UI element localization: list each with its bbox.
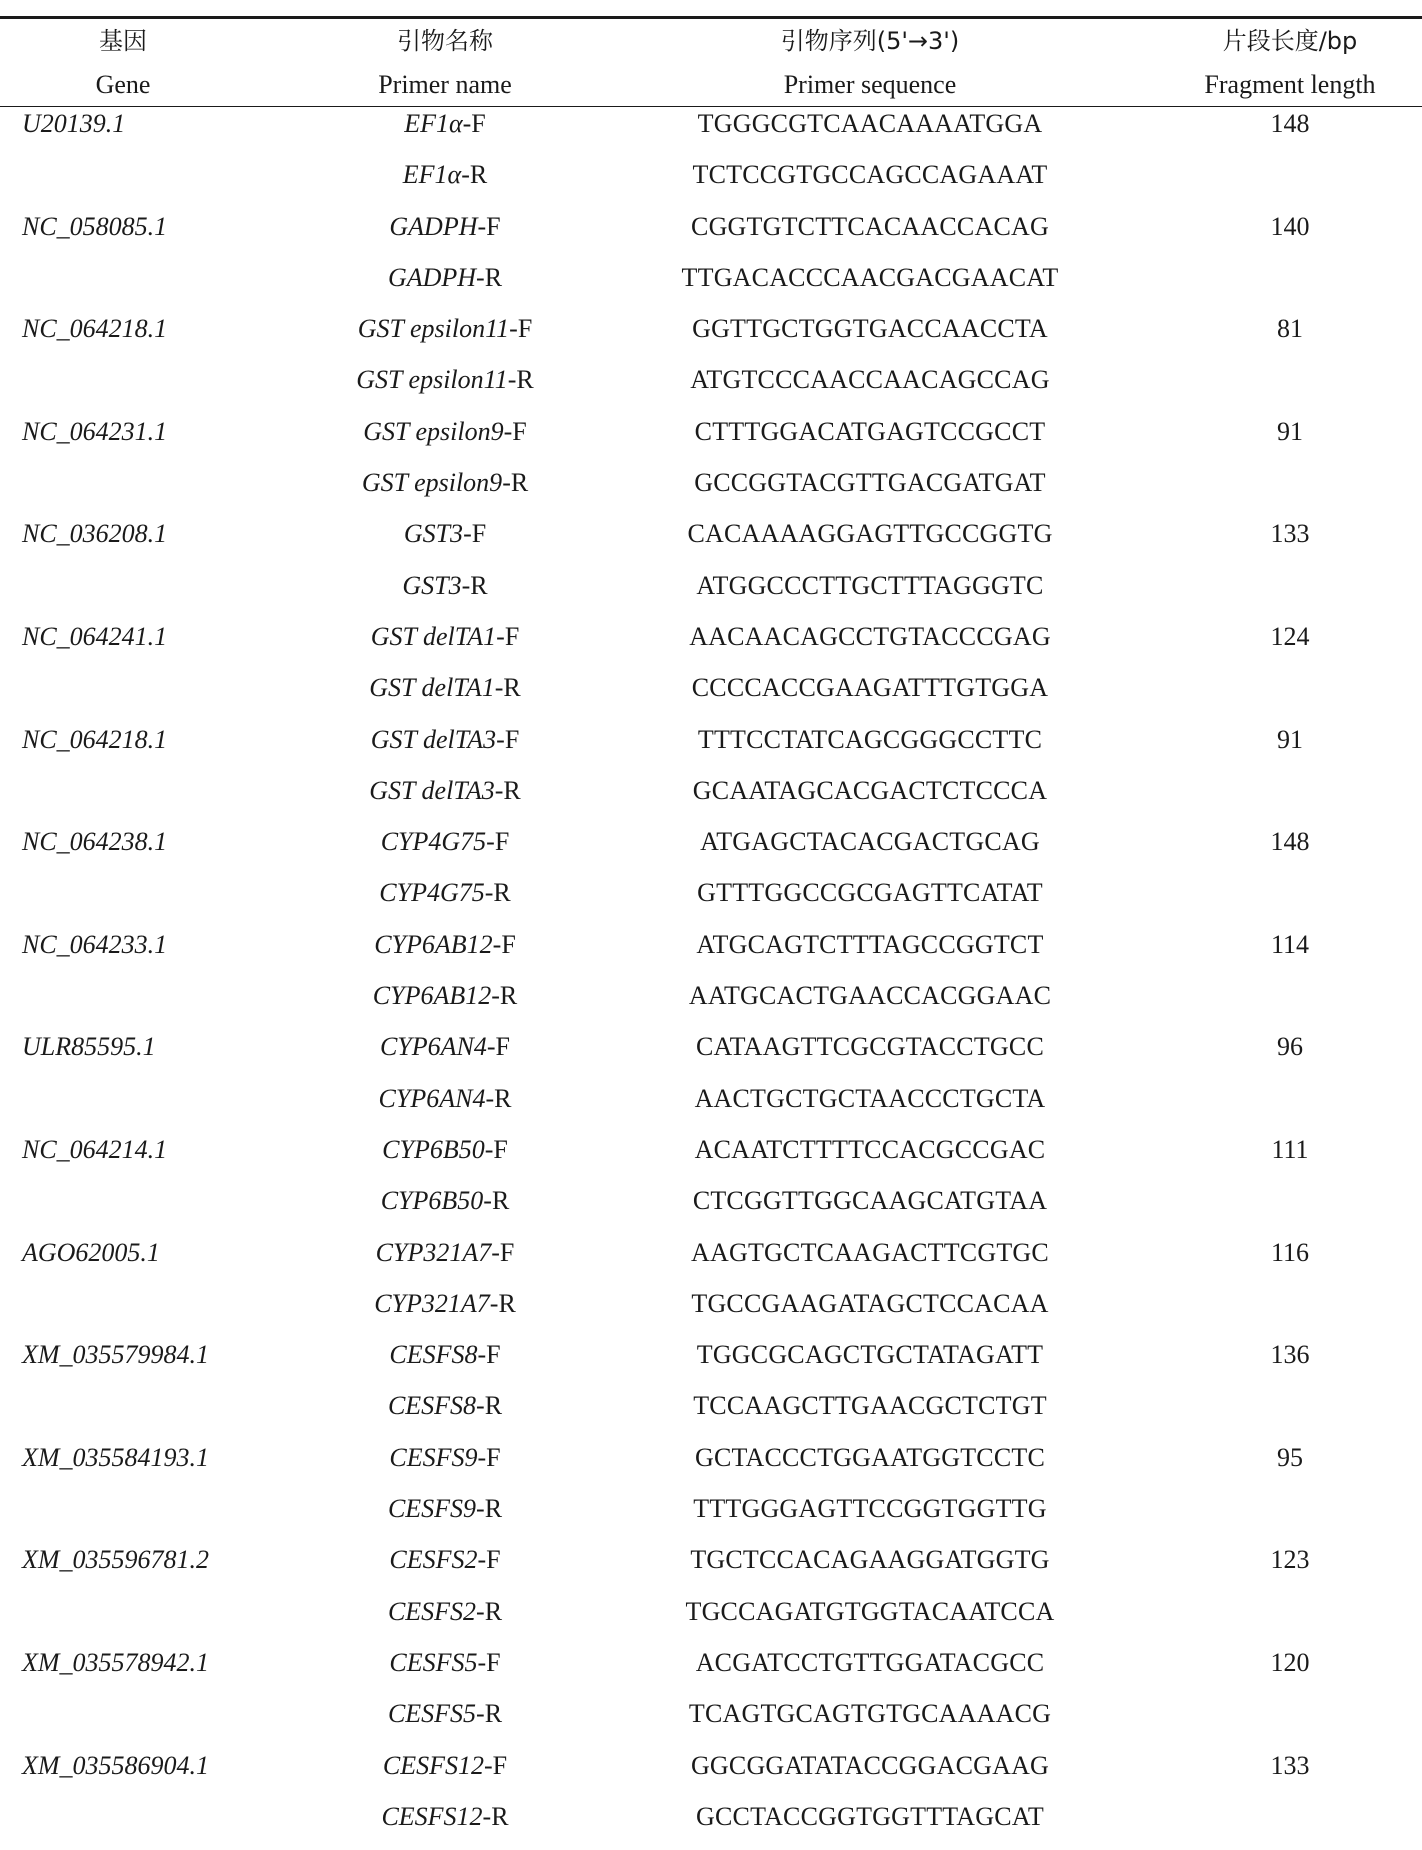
- primer-name: GST delTA1: [369, 673, 495, 703]
- primer-direction: -F: [463, 519, 487, 549]
- primer-direction: -R: [476, 262, 503, 292]
- gene-accession: [22, 978, 262, 1014]
- primer-name-cell: [300, 568, 590, 604]
- header-fragment-length-en: Fragment length: [1204, 70, 1376, 99]
- primer-direction: -F: [509, 314, 533, 344]
- primer-direction: -F: [477, 1647, 501, 1677]
- primer-name-cell: [300, 619, 590, 655]
- gene-accession: [22, 1491, 262, 1527]
- primer-direction: -R: [491, 981, 518, 1011]
- header-gene-en: Gene: [95, 70, 151, 99]
- primer-sequence: TCAGTGCAGTGTGCAAAACG: [688, 1699, 1052, 1729]
- fragment-length: 148: [1270, 109, 1310, 138]
- fragment-length: [1170, 1696, 1410, 1732]
- table-row: [0, 362, 1422, 413]
- fragment-length: [1170, 670, 1410, 706]
- fragment-length: [1170, 1183, 1410, 1219]
- primer-direction: -F: [496, 724, 520, 754]
- primer-name: GST epsilon11: [357, 314, 510, 344]
- gene-accession: NC_036208.1: [22, 519, 168, 549]
- primer-sequence: TCCAAGCTTGAACGCTCTGT: [693, 1391, 1047, 1421]
- primer-name-cell: [300, 311, 590, 347]
- primer-name-cell: [300, 1081, 590, 1117]
- primer-name: CYP4G75: [379, 878, 485, 908]
- primer-direction: -F: [496, 621, 520, 651]
- gene-accession: AGO62005.1: [22, 1237, 160, 1267]
- gene-accession: [22, 362, 262, 398]
- gene-accession: [22, 1081, 262, 1117]
- fragment-length: [1170, 875, 1410, 911]
- fragment-length: [1170, 773, 1410, 809]
- primer-name-cell: [300, 978, 590, 1014]
- primer-name-cell: [300, 670, 590, 706]
- primer-name: CESFS5: [387, 1699, 477, 1729]
- fragment-length: 81: [1277, 314, 1303, 344]
- primer-name: CESFS5: [389, 1647, 478, 1677]
- table-row: [0, 1337, 1422, 1388]
- primer-name: CESFS9: [387, 1494, 477, 1524]
- primer-name-cell: [300, 1748, 590, 1784]
- primer-direction: -F: [483, 1750, 508, 1780]
- primer-name: GADPH: [389, 211, 478, 241]
- table-row: [0, 773, 1422, 824]
- fragment-length: 148: [1270, 827, 1310, 857]
- primer-direction: -F: [477, 1545, 501, 1575]
- fragment-length: 123: [1270, 1545, 1310, 1575]
- primer-direction: -R: [482, 1801, 509, 1831]
- primer-sequence: GTTTGGCCGCGAGTTCATAT: [697, 878, 1043, 908]
- primer-sequence: CTTTGGACATGAGTCCGCCT: [694, 416, 1046, 446]
- primer-name: CYP6AB12: [372, 981, 492, 1011]
- gene-accession: [22, 465, 262, 501]
- primer-direction: -R: [461, 570, 488, 600]
- primer-direction: -F: [477, 1442, 501, 1472]
- primer-name-cell: [300, 722, 590, 758]
- fragment-length: 124: [1270, 621, 1310, 651]
- table-row: [0, 1645, 1422, 1696]
- gene-accession: NC_064214.1: [22, 1134, 168, 1164]
- primer-direction: -R: [485, 1083, 512, 1113]
- primer-name: CYP6AB12: [374, 929, 493, 959]
- primer-direction: -R: [476, 1494, 503, 1524]
- primer-name-cell: [300, 1286, 590, 1322]
- fragment-length: [1170, 362, 1410, 398]
- table-row: [0, 1183, 1422, 1234]
- table-row: [0, 875, 1422, 926]
- header-primer-sequence-en: Primer sequence: [783, 70, 957, 99]
- primer-name-cell: [300, 773, 590, 809]
- primer-name-cell: [300, 1594, 590, 1630]
- primer-name: CYP6AN4: [379, 1032, 487, 1062]
- primer-name-cell: [300, 875, 590, 911]
- fragment-length: 116: [1270, 1237, 1310, 1267]
- primer-name-cell: [300, 157, 590, 193]
- table-row: [0, 1696, 1422, 1747]
- primer-sequence: CCCCACCGAAGATTTGTGGA: [691, 673, 1049, 703]
- primer-sequence: ATGGCCCTTGCTTTAGGGTC: [696, 570, 1044, 600]
- primer-direction: -F: [486, 827, 510, 857]
- primer-name: CYP321A7: [375, 1237, 492, 1267]
- gene-accession: NC_058085.1: [22, 211, 168, 241]
- table-row: [0, 1799, 1422, 1850]
- fragment-length: [1170, 1286, 1410, 1322]
- primer-name: CYP6B50: [382, 1134, 485, 1164]
- fragment-length: [1170, 1594, 1410, 1630]
- fragment-length: [1170, 1491, 1410, 1527]
- primer-sequence: AAGTGCTCAAGACTTCGTGC: [691, 1237, 1049, 1267]
- primer-name: CESFS8: [387, 1391, 477, 1421]
- table-row: [0, 619, 1422, 670]
- table-row: [0, 824, 1422, 875]
- header-primer-name: [300, 20, 590, 106]
- gene-accession: NC_064231.1: [22, 416, 168, 446]
- table-row: [0, 1286, 1422, 1337]
- table-row: [0, 927, 1422, 978]
- primer-sequence: GCCGGTACGTTGACGATGAT: [694, 468, 1046, 498]
- header-primer-name-zh: 引物名称: [397, 27, 493, 55]
- primer-sequence: GGTTGCTGGTGACCAACCTA: [692, 314, 1048, 344]
- primer-direction: -R: [483, 1186, 510, 1216]
- primer-sequence: GCAATAGCACGACTCTCCCA: [692, 775, 1048, 805]
- fragment-length: 136: [1270, 1340, 1310, 1370]
- gene-accession: [22, 1799, 262, 1835]
- header-fragment-length-zh: 片段长度/bp: [1222, 27, 1358, 55]
- fragment-length: 111: [1271, 1134, 1309, 1164]
- table-row: [0, 1542, 1422, 1593]
- fragment-length: 91: [1277, 724, 1303, 754]
- primer-direction: -R: [502, 468, 529, 498]
- table-row: [0, 1235, 1422, 1286]
- primer-name: CESFS2: [389, 1545, 478, 1575]
- gene-accession: [22, 260, 262, 296]
- primer-name: CESFS8: [389, 1340, 478, 1370]
- gene-accession: NC_064233.1: [22, 929, 168, 959]
- primer-name-cell: [300, 209, 590, 245]
- gene-accession: ULR85595.1: [22, 1032, 156, 1062]
- primer-name: CESFS9: [389, 1442, 478, 1472]
- primer-sequence: GCCTACCGGTGGTTTAGCAT: [696, 1801, 1044, 1831]
- gene-accession: [22, 1183, 262, 1219]
- gene-accession: NC_064218.1: [22, 314, 168, 344]
- primer-sequence: CATAAGTTCGCGTACCTGCC: [696, 1032, 1044, 1062]
- table-row: [0, 978, 1422, 1029]
- table-body: [0, 106, 1422, 1850]
- header-primer-sequence-zh: 引物序列(5'→3'): [780, 27, 960, 55]
- gene-accession: [22, 1388, 262, 1424]
- gene-accession: [22, 1696, 262, 1732]
- fragment-length: 133: [1270, 519, 1310, 549]
- gene-accession: NC_064241.1: [22, 621, 168, 651]
- primer-name: GST delTA3: [369, 775, 495, 805]
- primer-name: EF1α: [404, 109, 463, 138]
- table-row: [0, 106, 1422, 157]
- primer-sequence: ATGAGCTACACGACTGCAG: [700, 827, 1040, 857]
- table-row: [0, 670, 1422, 721]
- fragment-length: 114: [1270, 929, 1310, 959]
- fragment-length: 133: [1270, 1750, 1310, 1780]
- primer-name-cell: [300, 1696, 590, 1732]
- gene-accession: XM_035596781.2: [22, 1545, 210, 1575]
- table-row: [0, 1748, 1422, 1799]
- table-row: [0, 1132, 1422, 1183]
- fragment-length: [1170, 260, 1410, 296]
- primer-name: GADPH: [387, 262, 477, 292]
- primer-name-cell: [300, 1183, 590, 1219]
- primer-name: GST delTA1: [370, 621, 497, 651]
- primer-name-cell: [300, 516, 590, 552]
- primer-name: CESFS2: [387, 1596, 477, 1626]
- fragment-length: 96: [1277, 1032, 1303, 1062]
- primer-direction: -F: [486, 1032, 511, 1062]
- header-fragment-length: [1170, 20, 1410, 106]
- primer-name-cell: [300, 1337, 590, 1373]
- primer-direction: -F: [477, 1340, 501, 1370]
- table-row: [0, 1491, 1422, 1542]
- primer-name-cell: [300, 927, 590, 963]
- primer-sequence: TTGACACCCAACGACGAACAT: [681, 262, 1059, 292]
- primer-direction: -F: [492, 929, 516, 959]
- table-row: [0, 157, 1422, 208]
- gene-accession: [22, 875, 262, 911]
- header-gene-zh: 基因: [99, 27, 147, 55]
- fragment-length: 120: [1270, 1647, 1310, 1677]
- primer-sequence: TTTGGGAGTTCCGGTGGTTG: [693, 1494, 1047, 1524]
- fragment-length: [1170, 1799, 1410, 1835]
- primer-name: GST3: [402, 570, 462, 600]
- fragment-length: [1170, 1388, 1410, 1424]
- gene-accession: NC_064238.1: [22, 827, 168, 857]
- fragment-length: [1170, 978, 1410, 1014]
- header-gene: [40, 20, 206, 106]
- primer-name: GST epsilon11: [356, 365, 508, 395]
- table-row: [0, 1388, 1422, 1439]
- table-row: [0, 1029, 1422, 1080]
- primer-name: GST epsilon9: [361, 468, 503, 498]
- primer-name-cell: [300, 1491, 590, 1527]
- fragment-length: [1170, 1081, 1410, 1117]
- gene-accession: NC_064218.1: [22, 724, 168, 754]
- primer-sequence: TGCCAGATGTGGTACAATCCA: [685, 1596, 1055, 1626]
- primer-name-cell: [300, 1799, 590, 1835]
- primer-name: CYP6AN4: [378, 1083, 486, 1113]
- primer-sequence: CTCGGTTGGCAAGCATGTAA: [692, 1186, 1048, 1216]
- primer-sequence: AATGCACTGAACCACGGAAC: [688, 981, 1052, 1011]
- gene-accession: [22, 773, 262, 809]
- table-row: [0, 414, 1422, 465]
- primer-name-cell: [300, 1132, 590, 1168]
- primer-direction: -F: [491, 1237, 515, 1267]
- primer-sequence: ATGCAGTCTTTAGCCGGTCT: [696, 929, 1044, 959]
- primer-direction: -F: [484, 1134, 508, 1164]
- primer-direction: -R: [476, 1391, 503, 1421]
- primer-name: CYP321A7: [374, 1288, 490, 1318]
- primer-name-cell: [300, 362, 590, 398]
- primer-name: GST delTA3: [370, 724, 497, 754]
- fragment-length: 95: [1277, 1442, 1303, 1472]
- table-top-rule: [0, 16, 1422, 19]
- fragment-length: 140: [1270, 211, 1310, 241]
- primer-direction: -R: [476, 1596, 503, 1626]
- primer-direction: -F: [477, 211, 501, 241]
- primer-name: GST3: [403, 519, 464, 549]
- gene-accession: [22, 1286, 262, 1322]
- gene-accession: [22, 1594, 262, 1630]
- table-row: [0, 1594, 1422, 1645]
- primer-sequence: CACAAAAGGAGTTGCCGGTG: [687, 519, 1053, 549]
- table-row: [0, 209, 1422, 260]
- primer-name-cell: [300, 260, 590, 296]
- table-row: [0, 260, 1422, 311]
- gene-accession: XM_035579984.1: [22, 1340, 210, 1370]
- primer-name: CYP6B50: [380, 1186, 484, 1216]
- primer-direction: -R: [489, 1288, 516, 1318]
- primer-sequence: TGGCGCAGCTGCTATAGATT: [696, 1340, 1044, 1370]
- primer-sequence: ACAATCTTTTCCACGCCGAC: [694, 1134, 1046, 1164]
- primer-name: GST epsilon9: [363, 416, 504, 446]
- header-primer-name-en: Primer name: [378, 70, 512, 99]
- primer-name-cell: [300, 1388, 590, 1424]
- primer-direction: -F: [462, 109, 486, 138]
- primer-direction: -R: [484, 878, 511, 908]
- primer-name-cell: [300, 414, 590, 450]
- table-row: [0, 722, 1422, 773]
- primer-direction: -R: [507, 365, 534, 395]
- table-row: [0, 311, 1422, 362]
- gene-accession: [22, 568, 262, 604]
- primer-name-cell: [300, 1440, 590, 1476]
- primer-sequence: TGGGCGTCAACAAAATGGA: [697, 109, 1043, 138]
- gene-accession: [22, 670, 262, 706]
- primer-direction: -R: [461, 160, 488, 190]
- fragment-length: [1170, 568, 1410, 604]
- gene-accession: XM_035586904.1: [22, 1750, 210, 1780]
- primer-name: CYP4G75: [380, 827, 487, 857]
- primer-direction: -R: [494, 775, 521, 805]
- primer-direction: -R: [476, 1699, 503, 1729]
- primer-name: CESFS12: [381, 1801, 483, 1831]
- primer-sequence: GCTACCCTGGAATGGTCCTC: [694, 1442, 1046, 1472]
- primer-direction: -R: [494, 673, 521, 703]
- table-row: [0, 568, 1422, 619]
- fragment-length: [1170, 157, 1410, 193]
- primer-name-cell: [300, 1542, 590, 1578]
- primer-name-cell: [300, 1029, 590, 1065]
- table-row: [0, 1440, 1422, 1491]
- table-row: [0, 465, 1422, 516]
- gene-accession: XM_035578942.1: [22, 1647, 210, 1677]
- primer-sequence: CGGTGTCTTCACAACCACAG: [691, 211, 1049, 241]
- primer-direction: -F: [503, 416, 527, 446]
- primer-name-cell: [300, 465, 590, 501]
- fragment-length: [1170, 465, 1410, 501]
- primer-sequence: TCTCCGTGCCAGCCAGAAAT: [692, 160, 1048, 190]
- header-primer-sequence: [630, 20, 1110, 106]
- table-header: [0, 20, 1422, 106]
- primer-name-cell: [300, 1645, 590, 1681]
- primer-sequence: ACGATCCTGTTGGATACGCC: [695, 1647, 1045, 1677]
- fragment-length: 91: [1277, 416, 1303, 446]
- table-row: [0, 516, 1422, 567]
- primer-name-cell: [300, 1235, 590, 1271]
- primer-name: CESFS12: [382, 1750, 484, 1780]
- primer-sequence: TGCTCCACAGAAGGATGGTG: [690, 1545, 1050, 1575]
- table-row: [0, 1081, 1422, 1132]
- primer-name-cell: [300, 106, 590, 142]
- primer-name-cell: [300, 824, 590, 860]
- primer-sequence: TGCCGAAGATAGCTCCACAA: [691, 1288, 1049, 1318]
- primer-sequence: TTTCCTATCAGCGGGCCTTC: [697, 724, 1043, 754]
- primer-name: EF1α: [402, 160, 462, 190]
- gene-accession: XM_035584193.1: [22, 1442, 210, 1472]
- primer-sequence: AACTGCTGCTAACCCTGCTA: [694, 1083, 1046, 1113]
- primer-sequence: AACAACAGCCTGTACCCGAG: [689, 621, 1051, 651]
- gene-accession: [22, 157, 262, 193]
- gene-accession: U20139.1: [22, 109, 126, 138]
- primer-sequence: GGCGGATATACCGGACGAAG: [690, 1750, 1050, 1780]
- primer-sequence: ATGTCCCAACCAACAGCCAG: [690, 365, 1050, 395]
